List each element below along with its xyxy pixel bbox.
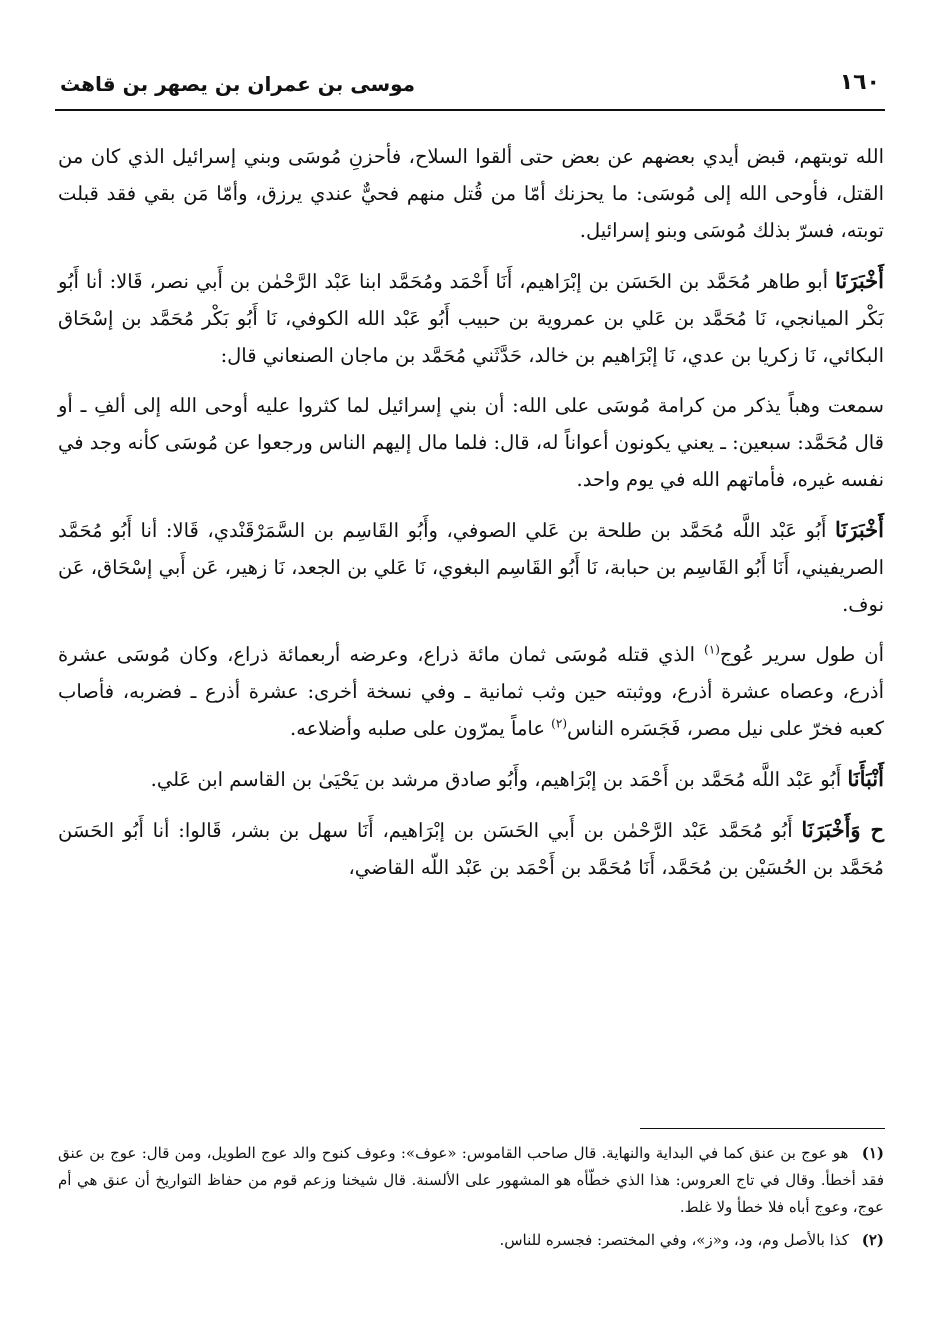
page-header	[60, 70, 880, 110]
footnote-number: (٢)	[861, 1231, 884, 1249]
paragraph	[58, 387, 884, 498]
narration-keyword: أَخْبَرَنَا	[835, 268, 884, 293]
paragraph	[58, 511, 884, 623]
paragraph-text: أَبُو مُحَمَّد عَبْد الرَّحْمٰن بن أَبي الحَسَن بن إبْرَاهيم، أَنَا سهل بن بشر، قَالوا: أنا أَبُو الحَسَن مُحَمَّد بن الحُسَيْن بن مُحَمَّد، أَنَا مُحَمَّد بن أَحْمَد بن عَبْد اللّه القاضي،	[58, 819, 884, 879]
footnote	[58, 1227, 884, 1254]
paragraph	[58, 811, 884, 886]
footnote-rule	[640, 1128, 885, 1129]
paragraph	[58, 760, 884, 798]
footnote-ref: (٢)	[551, 716, 567, 731]
paragraph-text: الذي قتله مُوسَى ثمان مائة ذراع، وعرضه أربعمائة ذراع، وكان مُوسَى عشرة أذرع، وعصاه عشرة أذرع، ووثبته حين وثب ثمانية ـ وفي نسخة أخرى: عشرة أذرع ـ فضربه، فأصاب كعبه فخرّ على نيل مصر، فَجَسَره الناس	[58, 643, 884, 740]
footnotes	[58, 1140, 884, 1260]
narration-keyword: أَنْبَأَنَا	[847, 766, 884, 791]
paragraph-text: الله توبتهم، قبض أيدي بعضهم عن بعض حتى ألقوا السلاح، فأحزنِ مُوسَى وبني إسرائيل الذي كان من القتل، فأوحى الله إلى مُوسَى: ما يحزنك أمّا من قُتل منهم فحيٌّ عندي يرزق، وأمّا مَن بقي فقد قبلت توبته، فسرّ بذلك مُوسَى وبنو إسرائيل.	[58, 145, 884, 242]
paragraph	[58, 138, 884, 249]
running-title: موسى بن عمران بن يصهر بن قاهث	[60, 72, 416, 96]
header-rule	[55, 109, 885, 111]
narration-keyword: أَخْبَرَنَا	[835, 517, 884, 542]
footnote-text: كذا بالأصل وم، ود، و«ز»، وفي المختصر: فجسره للناس.	[499, 1231, 849, 1249]
paragraph-text: أَبُو عَبْد اللَّه مُحَمَّد بن أَحْمَد بن إبْرَاهيم، وأَبُو صادق مرشد بن يَحْيَىٰ بن القاسم ابن عَلي.	[150, 768, 842, 791]
paragraph-text: سمعت وهباً يذكر من كرامة مُوسَى على الله: أن بني إسرائيل لما كثروا عليه أوحى الله إلى ألفِ ـ أو قال مُحَمَّد: سبعين: ـ يعني يكونون أعواناً له، قال: فلما مال إليهم الناس ورجعوا عن مُوسَى كأنه وجد في نفسه غيره، فأماتهم الله في يوم واحد.	[58, 394, 884, 491]
footnote-ref: (١)	[704, 642, 720, 657]
main-text	[58, 138, 884, 899]
narration-keyword: ح وَأَخْبَرَنَا	[801, 817, 885, 842]
footnote-number: (١)	[861, 1144, 884, 1162]
paragraph	[58, 262, 884, 374]
page-number: ١٦٠	[839, 70, 880, 95]
paragraph-text: أن طول سرير عُوج	[719, 643, 884, 666]
paragraph	[58, 636, 884, 747]
footnote	[58, 1140, 884, 1221]
paragraph-text: أبو طاهر مُحَمَّد بن الحَسَن بن إبْرَاهيم، أَنَا أَحْمَد ومُحَمَّد ابنا عَبْد الرَّحْمٰن بن أَبي نصر، قَالا: أنا أَبُو بَكْر الميانجي، نَا مُحَمَّد بن عَلي بن عمروية بن حبيب أَبُو عَبْد الله الكوفي، نَا أَبُو بَكْر مُحَمَّد بن إسْحَاق البكائي، نَا زكريا بن عدي، نَا إبْرَاهيم بن خالد، حَدَّثَني مُحَمَّد بن ماجان الصنعاني قال:	[58, 270, 884, 367]
paragraph-text: عاماً يمرّون على صلبه وأضلاعه.	[290, 717, 552, 740]
paragraph-text: أَبُو عَبْد اللَّه مُحَمَّد بن طلحة بن عَلي الصوفي، وأَبُو القَاسِم بن السَّمَرْقَنْدي، قَالا: أنا أَبُو مُحَمَّد الصريفيني، أَنَا أَبُو القَاسِم بن حبابة، نَا أَبُو القَاسِم البغوي، نَا عَلي بن الجعد، نَا زهير، عَن أَبي إسْحَاق، عَن نوف.	[58, 519, 884, 616]
footnote-text: هو عوج بن عنق كما في البداية والنهاية. قال صاحب القاموس: «عوف»: وعوف كنوح والد عوج الطويل، ومن قال: عوج بن عنق فقد أخطأ. وقال في تاج العروس: هذا الذي خطّأه هو المشهور على الألسنة. قال شيخنا وزعم قوم من حفاظ التواريخ أن عنق هي أم عوج، وعوج أباه فلا خطأ ولا غلط.	[58, 1144, 884, 1216]
